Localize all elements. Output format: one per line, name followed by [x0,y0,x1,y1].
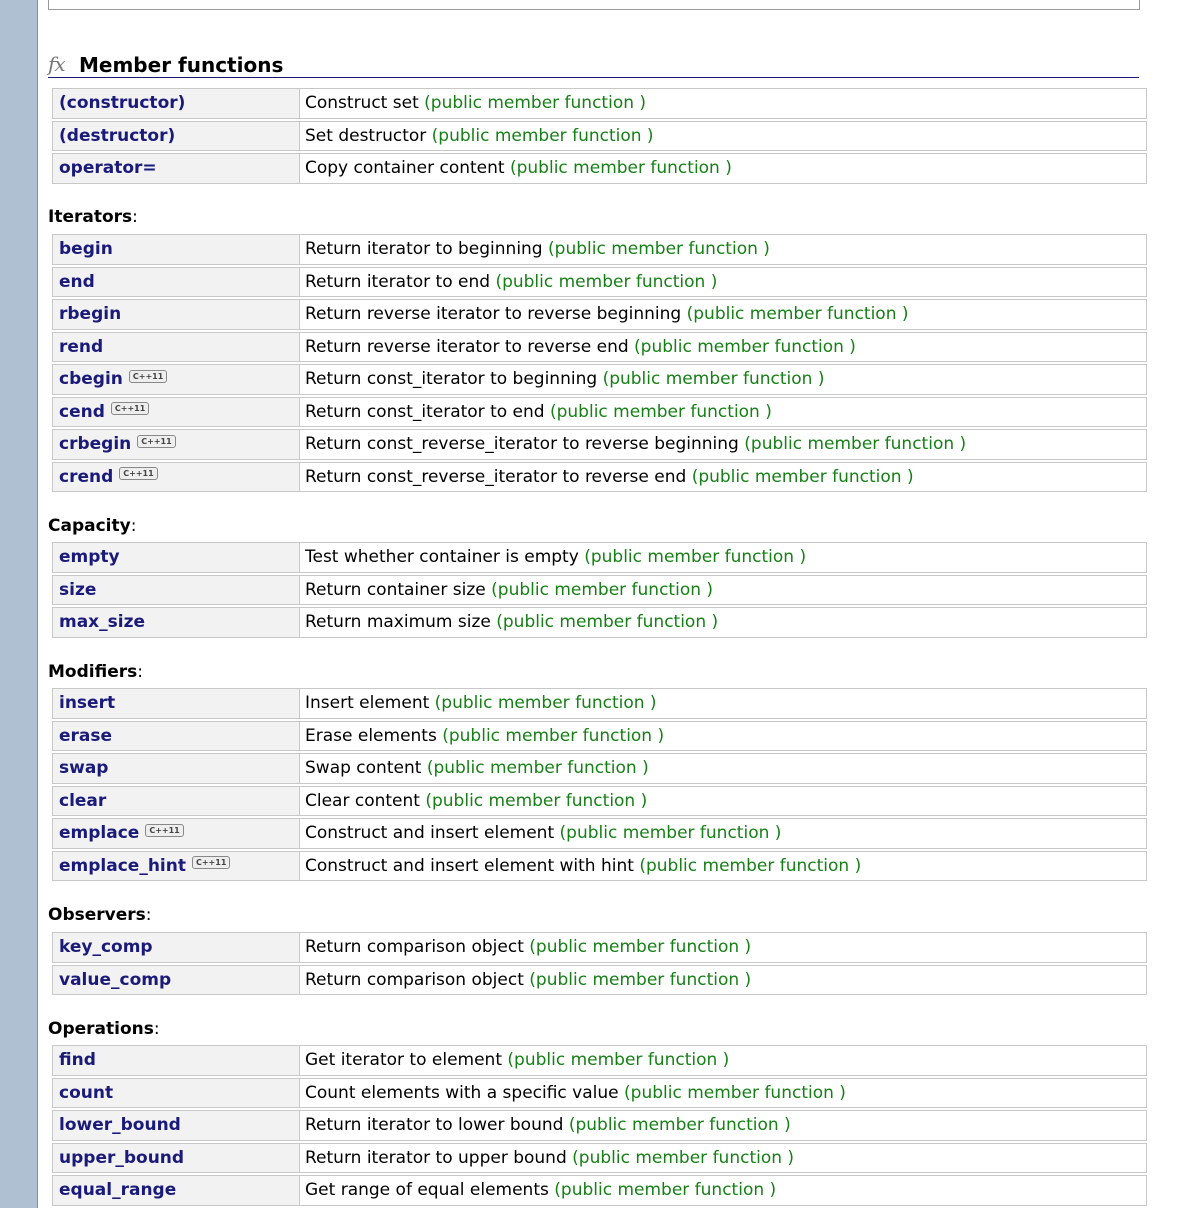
table-row [52,721,1147,752]
function-description: Construct and insert element with hint [305,855,634,876]
function-name-cell [52,429,299,460]
function-name-cell [52,267,299,298]
function-description-cell [299,429,1147,460]
table-row [52,364,1147,395]
table-row [52,267,1147,298]
function-kind-label: (public member function ) [602,369,825,390]
function-link-size[interactable]: size [59,579,97,600]
member-table-special [52,86,1147,186]
function-description: Return comparison object [305,937,524,958]
function-kind-label: (public member function ) [496,612,719,633]
function-link-constructor[interactable]: (constructor) [59,93,186,114]
function-link-rbegin[interactable]: rbegin [59,304,122,325]
function-link-key-comp[interactable]: key_comp [59,937,153,958]
function-link-empty[interactable]: empty [59,547,120,568]
function-description-cell [299,1175,1147,1206]
function-description: Return reverse iterator to reverse end [305,336,629,357]
function-description: Return reverse iterator to reverse beginning [305,304,682,325]
table-row [52,575,1147,606]
function-name-cell [52,121,299,152]
left-sidebar-rail [0,0,38,1208]
function-description-cell [299,88,1147,119]
function-kind-label: (public member function ) [434,693,657,714]
group-label-text: Operations [48,1019,154,1039]
cpp11-badge-icon: C++11 [145,824,183,837]
function-description-cell [299,851,1147,882]
function-name-cell [52,965,299,996]
function-description: Erase elements [305,725,437,746]
function-description-cell [299,1143,1147,1174]
function-kind-label: (public member function ) [424,93,647,114]
previous-section-box [48,0,1140,10]
group-label-capacity: Capacity: [48,516,137,536]
function-kind-label: (public member function ) [691,466,914,487]
function-description-cell [299,932,1147,963]
function-kind-label: (public member function ) [639,855,862,876]
function-kind-label: (public member function ) [529,937,752,958]
function-name-cell [52,688,299,719]
group-label-observers: Observers: [48,905,152,925]
function-description-cell [299,542,1147,573]
cpp11-badge-icon: C++11 [119,467,157,480]
group-label-operations: Operations: [48,1019,160,1039]
table-row [52,234,1147,265]
function-kind-label: (public member function ) [509,158,732,179]
table-row [52,965,1147,996]
function-description: Return container size [305,579,486,600]
function-kind-label: (public member function ) [572,1147,795,1168]
function-description-cell [299,688,1147,719]
function-description-cell [299,1045,1147,1076]
function-link-insert[interactable]: insert [59,693,116,714]
function-description-cell [299,753,1147,784]
function-link-upper-bound[interactable]: upper_bound [59,1147,185,1168]
table-row [52,932,1147,963]
table-row [52,299,1147,330]
function-name-cell [52,153,299,184]
function-description-cell [299,1078,1147,1109]
function-kind-label: (public member function ) [549,401,772,422]
function-link-end[interactable]: end [59,271,95,292]
function-kind-label: (public member function ) [634,336,856,357]
function-link-max-size[interactable]: max_size [59,612,146,633]
function-description: Copy container content [305,158,505,179]
table-row [52,1175,1147,1206]
function-name-cell [52,753,299,784]
function-link-cend[interactable]: cend [59,401,105,422]
function-description: Swap content [305,758,422,779]
table-row [52,688,1147,719]
group-label-text: Capacity [48,516,131,536]
function-link-count[interactable]: count [59,1082,114,1103]
function-kind-label: (public member function ) [491,579,714,600]
table-row [52,397,1147,428]
function-description: Return const_iterator to end [305,401,545,422]
fx-icon: fx [48,52,65,76]
function-link-emplace[interactable]: emplace [59,823,140,844]
member-table-operations [52,1043,1147,1208]
function-description: Return iterator to beginning [305,239,543,260]
cpp11-badge-icon: C++11 [192,856,230,869]
function-link-operator[interactable]: operator= [59,158,157,179]
function-name-cell [52,851,299,882]
function-kind-label: (public member function ) [624,1082,846,1103]
group-label-iterators: Iterators: [48,207,138,227]
function-description-cell [299,965,1147,996]
function-name-cell [52,364,299,395]
function-description-cell [299,153,1147,184]
function-link-lower-bound[interactable]: lower_bound [59,1115,181,1136]
function-description: Construct set [305,93,419,114]
function-description: Construct and insert element [305,823,555,844]
function-description: Get range of equal elements [305,1180,549,1201]
function-name-cell [52,721,299,752]
function-description-cell [299,607,1147,638]
table-row [52,88,1147,119]
cpp11-badge-icon: C++11 [129,370,167,383]
table-row [52,1110,1147,1141]
function-link-value-comp[interactable]: value_comp [59,969,172,990]
function-link-clear[interactable]: clear [59,790,107,811]
function-name-cell [52,1078,299,1109]
function-description: Return comparison object [305,969,524,990]
member-table-observers [52,930,1147,997]
function-name-cell [52,234,299,265]
function-description-cell [299,818,1147,849]
table-row [52,462,1147,493]
table-row [52,153,1147,184]
section-title: Member functions [79,53,284,77]
cpp11-badge-icon: C++11 [137,435,175,448]
function-link-begin[interactable]: begin [59,239,113,260]
table-row [52,332,1147,363]
function-name-cell [52,786,299,817]
function-link-rend[interactable]: rend [59,336,104,357]
function-kind-label: (public member function ) [425,790,648,811]
function-description: Return iterator to end [305,271,491,292]
function-name-cell [52,397,299,428]
function-kind-label: (public member function ) [568,1115,791,1136]
function-description: Return iterator to lower bound [305,1115,564,1136]
member-functions-header [48,50,1139,78]
function-description-cell [299,575,1147,606]
function-kind-label: (public member function ) [442,725,665,746]
function-link-emplace-hint[interactable]: emplace_hint [59,855,186,876]
function-name-cell [52,1110,299,1141]
function-kind-label: (public member function ) [559,823,782,844]
table-row [52,1078,1147,1109]
function-link-find[interactable]: find [59,1050,96,1071]
function-link-crbegin[interactable]: crbegin [59,434,132,455]
function-description: Return const_reverse_iterator to reverse end [305,466,687,487]
group-label-text: Observers [48,905,146,925]
cpp11-badge-icon: C++11 [111,402,149,415]
function-name-cell [52,818,299,849]
function-description: Return iterator to upper bound [305,1147,567,1168]
function-description-cell [299,721,1147,752]
member-table-modifiers [52,686,1147,883]
table-row [52,121,1147,152]
function-link-crend[interactable]: crend [59,466,114,487]
table-row [52,429,1147,460]
function-name-cell [52,1045,299,1076]
function-name-cell [52,607,299,638]
function-name-cell [52,299,299,330]
function-name-cell [52,1143,299,1174]
function-description-cell [299,299,1147,330]
function-link-cbegin[interactable]: cbegin [59,369,123,390]
function-kind-label: (public member function ) [744,434,967,455]
function-link-equal-range[interactable]: equal_range [59,1180,177,1201]
function-link-swap[interactable]: swap [59,758,109,779]
function-kind-label: (public member function ) [548,239,770,260]
function-name-cell [52,332,299,363]
function-description: Return const_reverse_iterator to reverse beginning [305,434,739,455]
function-description-cell [299,332,1147,363]
member-table-capacity [52,540,1147,640]
function-kind-label: (public member function ) [686,304,909,325]
function-description-cell [299,1110,1147,1141]
function-kind-label: (public member function ) [495,271,718,292]
table-row [52,753,1147,784]
table-row [52,607,1147,638]
function-kind-label: (public member function ) [507,1050,730,1071]
function-description: Return maximum size [305,612,491,633]
function-kind-label: (public member function ) [426,758,649,779]
function-description-cell [299,462,1147,493]
function-description: Test whether container is empty [305,547,579,568]
function-description-cell [299,234,1147,265]
function-kind-label: (public member function ) [431,125,654,146]
function-description: Get iterator to element [305,1050,502,1071]
function-name-cell [52,462,299,493]
member-table-iterators [52,232,1147,494]
table-row [52,542,1147,573]
function-description: Clear content [305,790,420,811]
function-name-cell [52,1175,299,1206]
table-row [52,818,1147,849]
function-kind-label: (public member function ) [529,969,752,990]
function-description: Count elements with a specific value [305,1082,619,1103]
function-description: Insert element [305,693,430,714]
table-row [52,1143,1147,1174]
function-description-cell [299,397,1147,428]
table-row [52,786,1147,817]
function-name-cell [52,575,299,606]
function-link-destructor[interactable]: (destructor) [59,125,176,146]
function-name-cell [52,932,299,963]
table-row [52,1045,1147,1076]
group-label-text: Modifiers [48,662,138,682]
function-kind-label: (public member function ) [584,547,807,568]
function-link-erase[interactable]: erase [59,725,113,746]
group-label-text: Iterators [48,207,133,227]
function-description-cell [299,121,1147,152]
function-description-cell [299,786,1147,817]
function-description-cell [299,267,1147,298]
function-description: Return const_iterator to beginning [305,369,598,390]
function-description-cell [299,364,1147,395]
function-kind-label: (public member function ) [554,1180,777,1201]
group-label-modifiers: Modifiers: [48,662,143,682]
function-name-cell [52,542,299,573]
function-name-cell [52,88,299,119]
function-description: Set destructor [305,125,427,146]
table-row [52,851,1147,882]
